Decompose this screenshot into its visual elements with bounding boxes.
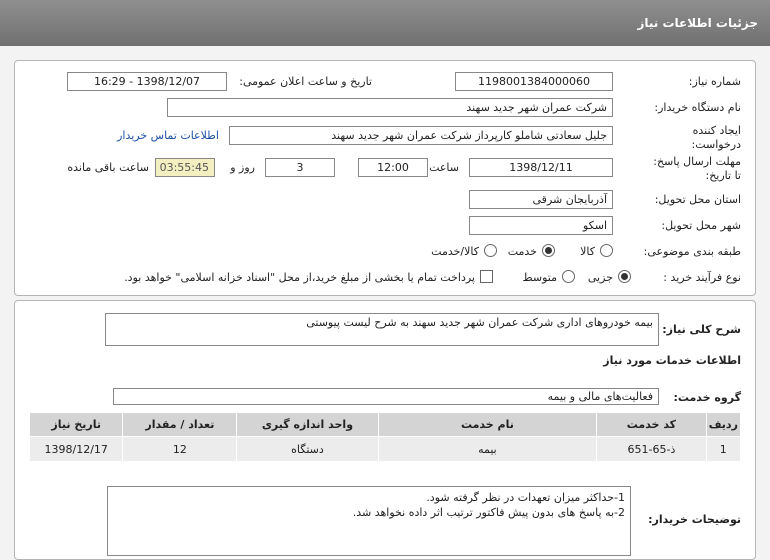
table-row <box>30 437 741 462</box>
treasury-payment-note: پرداخت تمام یا بخشی از مبلغ خرید،از محل "اسناد خزانه اسلامی" خواهد بود. <box>124 271 475 284</box>
page-header <box>0 0 770 46</box>
services-table <box>29 412 741 462</box>
announce-field: 1398/12/07 - 16:29 <box>67 72 227 91</box>
buyer-notes-label: توضیحات خریدار: <box>648 513 741 526</box>
category-label: طبقه بندی موضوعی: <box>643 245 741 258</box>
summary-field: بیمه خودروهای اداری شرکت عمران شهر جدید سهند به شرح لیست پیوستی <box>105 313 659 346</box>
category-goods-label: کالا <box>580 245 595 258</box>
cell-quantity: 12 <box>123 437 237 462</box>
treasury-payment-checkbox[interactable] <box>480 270 493 283</box>
creator-label-2: درخواست: <box>691 138 741 151</box>
cell-service-name: بیمه <box>378 437 597 462</box>
need-info-panel <box>14 60 756 296</box>
time-field: 12:00 <box>358 158 428 177</box>
announce-label: تاریخ و ساعت اعلان عمومی: <box>239 75 372 88</box>
cell-service-code: ذ-65-651 <box>597 437 706 462</box>
deadline-label-2: تا تاریخ: <box>705 169 741 182</box>
service-group-field: فعالیت‌های مالی و بیمه <box>113 388 659 405</box>
remaining-time-field: 03:55:45 <box>155 158 215 177</box>
cell-unit: دستگاه <box>237 437 378 462</box>
city-field: اسکو <box>469 216 613 235</box>
table-header-row <box>30 413 741 437</box>
deadline-label-1: مهلت ارسال پاسخ: <box>653 155 741 168</box>
province-label: استان محل تحویل: <box>654 193 741 206</box>
col-header-row-number: ردیف <box>706 413 740 437</box>
creator-label-1: ایجاد کننده <box>692 124 741 137</box>
buyer-field: شرکت عمران شهر جدید سهند <box>167 98 613 117</box>
need-number-field: 1198001384000060 <box>455 72 613 91</box>
creator-field: جلیل سعادتی شاملو کارپرداز شرکت عمران شهر جدید سهند <box>229 126 613 145</box>
process-label: نوع فرآیند خرید : <box>663 271 741 284</box>
col-header-service-name: نام خدمت <box>378 413 597 437</box>
cell-need-date: 1398/12/17 <box>30 437 123 462</box>
deadline-date-field: 1398/12/11 <box>469 158 613 177</box>
process-minor-radio[interactable] <box>618 270 631 283</box>
category-goods-radio[interactable] <box>600 244 613 257</box>
col-header-need-date: تاریخ نیاز <box>30 413 123 437</box>
buyer-notes-line-2: 2-به پاسخ های بدون پیش فاکتور ترتیب اثر داده نخواهد شد. <box>352 506 625 519</box>
category-both-radio[interactable] <box>484 244 497 257</box>
days-label: روز و <box>230 161 255 174</box>
services-section-title: اطلاعات خدمات مورد نیاز <box>603 354 741 367</box>
days-field: 3 <box>265 158 335 177</box>
city-label: شهر محل تحویل: <box>661 219 741 232</box>
summary-label: شرح کلی نیاز: <box>662 323 741 336</box>
col-header-quantity: تعداد / مقدار <box>123 413 237 437</box>
process-minor-label: جزیی <box>587 271 613 284</box>
page-title: جزئیات اطلاعات نیاز <box>637 16 758 30</box>
category-both-label: کالا/خدمت <box>431 245 479 258</box>
buyer-label: نام دستگاه خریدار: <box>654 101 741 114</box>
buyer-notes-line-1: 1-حداکثر میزان تعهدات در نظر گرفته شود. <box>426 491 625 504</box>
cell-row-number: 1 <box>706 437 740 462</box>
contact-buyer-link[interactable]: اطلاعات تماس خریدار <box>117 129 219 142</box>
buyer-notes-field <box>107 486 631 556</box>
category-service-radio[interactable] <box>542 244 555 257</box>
service-group-label: گروه خدمت: <box>673 391 741 404</box>
remaining-label: ساعت باقی مانده <box>67 161 149 174</box>
details-panel <box>14 300 756 560</box>
category-service-label: خدمت <box>507 245 537 258</box>
process-medium-radio[interactable] <box>562 270 575 283</box>
col-header-unit: واحد اندازه گیری <box>237 413 378 437</box>
time-label: ساعت <box>429 161 459 174</box>
province-field: آذربایجان شرقی <box>469 190 613 209</box>
need-number-label: شماره نیاز: <box>688 75 741 88</box>
col-header-service-code: کد خدمت <box>597 413 706 437</box>
process-medium-label: متوسط <box>522 271 557 284</box>
